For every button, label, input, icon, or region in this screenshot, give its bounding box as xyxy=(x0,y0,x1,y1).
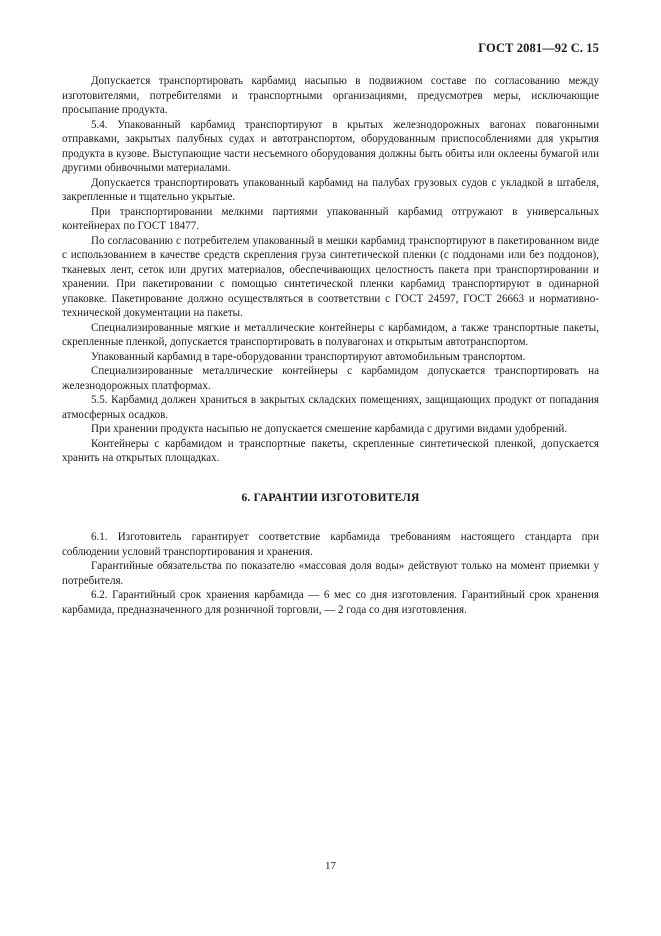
paragraph: 6.1. Изготовитель гарантирует соответствие карбамида требованиям настоящего стандарта при соблюдении условий транспортирования и хранения. xyxy=(62,531,599,558)
paragraph: Упакованный карбамид в таре-оборудовании транспортируют автомобильным транспортом. xyxy=(91,350,526,363)
paragraph: При транспортировании мелкими партиями упакованный карбамид отгружают в универсальных контейнерах по ГОСТ 18477. xyxy=(62,205,599,232)
paragraph: Допускается транспортировать упакованный карбамид на палубах грузовых судов с укладкой в штабеля, закрепленные и тщательно укрытые. xyxy=(62,176,599,203)
paragraph: Допускается транспортировать карбамид насыпью в подвижном составе по согласованию между изготовителями, потребителями и транспортными организациями, предусмотрев меры, исключающие просыпание продукта. xyxy=(62,75,599,116)
section-5-body xyxy=(62,74,599,466)
section-6-body xyxy=(62,530,599,617)
paragraph: Специализированные металлические контейнеры с карбамидом допускается транспортировать на железнодорожных платформах. xyxy=(62,365,599,392)
paragraph: 5.5. Карбамид должен храниться в закрытых складских помещениях, защищающих продукт от попадания атмосферных осадков. xyxy=(62,394,599,421)
paragraph: Специализированные мягкие и металлические контейнеры с карбамидом, а также транспортные пакеты, скрепленные пленкой, допускается транспортировать в полувагонах и открытым автотранспортом. xyxy=(62,321,599,348)
paragraph: 6.2. Гарантийный срок хранения карбамида — 6 мес со дня изготовления. Гарантийный срок хранения карбамида, предназначенного для розничной торговли, — 2 года со дня изготовления. xyxy=(62,589,599,616)
paragraph: При хранении продукта насыпью не допускается смешение карбамида с другими видами удобрений. xyxy=(91,423,568,435)
paragraph: 5.4. Упакованный карбамид транспортируют в крытых железнодорожных вагонах повагонными отправками, закрытых палубных судах и автотранспортом, оборудованным приспособлениями для укрытия продукта в кузове. Выступающие части несъемного оборудования должны быть обиты или оклеены бумагой или другими обивочными материалами. xyxy=(62,118,599,174)
paragraph: Контейнеры с карбамидом и транспортные пакеты, скрепленные синтетической пленкой, допускается хранить на открытых площадках. xyxy=(62,437,599,464)
running-header: ГОСТ 2081—92 С. 15 xyxy=(478,41,599,55)
page-number: 17 xyxy=(325,860,336,872)
paragraph: По согласованию с потребителем упакованный в мешки карбамид транспортируют в пакетированном виде с использованием в качестве средств скрепления груза синтетической пленки (с поддонами или без поддонов), тканевых лент, сеток или других материалов, обеспечивающих целостность пакета при транспортировании и хранении. При пакетировании с помощью синтетической пленки карбамид транспортируют в одинарной упаковке. Пакетирование должно осуществляться в соответствии с ГОСТ 24597, ГОСТ 26663 и нормативно-технической документации на пакеты. xyxy=(62,234,599,319)
section-heading: 6. ГАРАНТИИ ИЗГОТОВИТЕЛЯ xyxy=(241,492,420,504)
paragraph: Гарантийные обязательства по показателю «массовая доля воды» действуют только на момент приемки у потребителя. xyxy=(62,560,599,587)
